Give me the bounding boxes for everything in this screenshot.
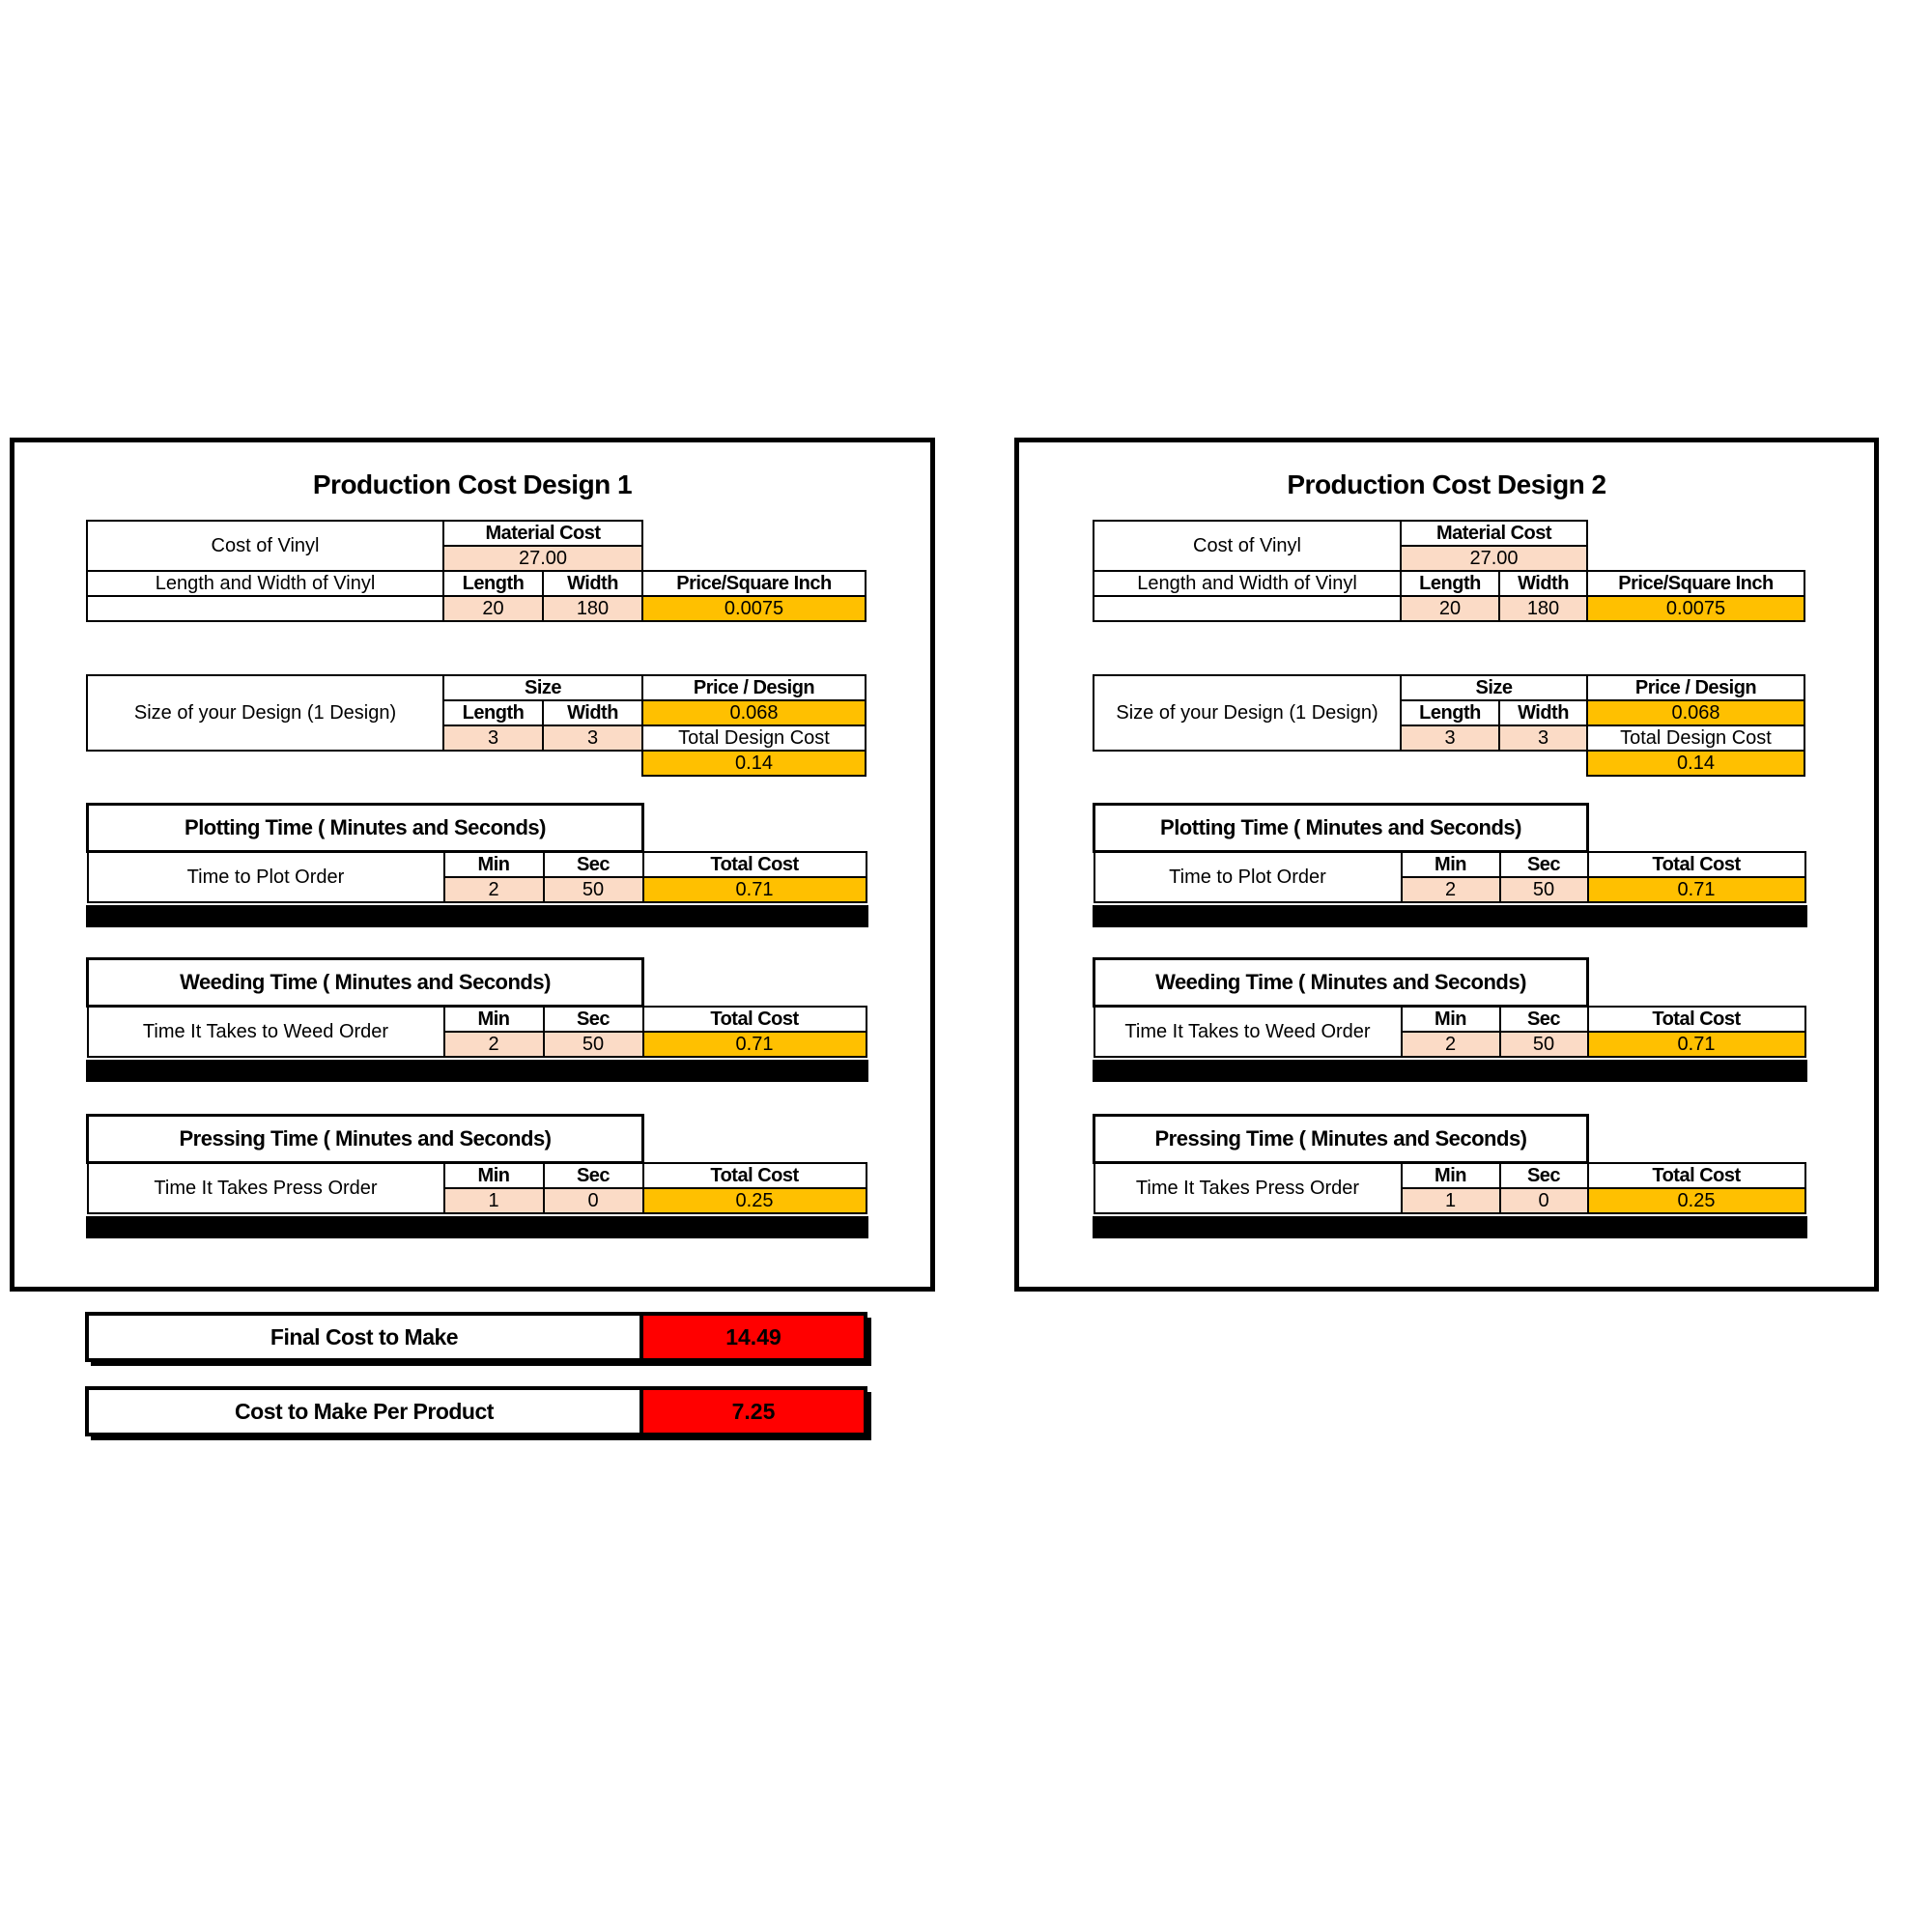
width-header: Width: [543, 571, 642, 596]
width-header: Width: [1499, 700, 1587, 725]
empty-cell: [1588, 1116, 1805, 1163]
plot-total-cost-value-cell[interactable]: 0.71: [643, 877, 867, 902]
weed-min-value-cell[interactable]: 2: [1402, 1032, 1500, 1057]
weed-sec-value-cell[interactable]: 50: [544, 1032, 643, 1057]
empty-cell: [1587, 521, 1804, 546]
final-cost-row: [85, 1312, 867, 1362]
time-to-plot-label: Time to Plot Order: [1094, 852, 1402, 903]
material-cost-header: Material Cost: [1401, 521, 1587, 546]
min-header: Min: [1402, 1007, 1500, 1033]
time-to-press-label: Time It Takes Press Order: [88, 1163, 444, 1214]
vinyl-width-value-cell[interactable]: 180: [543, 596, 642, 621]
plot-min-value-cell[interactable]: 2: [444, 877, 544, 902]
material-cost-value-cell[interactable]: 27.00: [443, 546, 642, 571]
total-cost-header: Total Cost: [643, 852, 867, 878]
total-cost-header: Total Cost: [1588, 1007, 1805, 1033]
weeding-time-header: Weeding Time ( Minutes and Seconds): [1094, 959, 1588, 1007]
vinyl-cost-table: [86, 520, 867, 622]
length-header: Length: [1401, 571, 1499, 596]
material-cost-value-cell[interactable]: 27.00: [1401, 546, 1587, 571]
design-size-label: Size of your Design (1 Design): [1094, 675, 1401, 751]
design-width-value-cell[interactable]: 3: [1499, 725, 1587, 751]
weed-total-cost-value-cell[interactable]: 0.71: [1588, 1032, 1805, 1057]
press-total-cost-value-cell[interactable]: 0.25: [1588, 1188, 1805, 1213]
time-to-weed-label: Time It Takes to Weed Order: [1094, 1007, 1402, 1058]
min-header: Min: [1402, 852, 1500, 878]
empty-cell: [1587, 546, 1804, 571]
cost-per-product-label: Cost to Make Per Product: [89, 1390, 643, 1433]
price-per-square-inch-header: Price/Square Inch: [642, 571, 866, 596]
length-width-vinyl-label: Length and Width of Vinyl: [87, 571, 443, 596]
min-header: Min: [444, 852, 544, 878]
pressing-time-header: Pressing Time ( Minutes and Seconds): [88, 1116, 643, 1163]
min-header: Min: [444, 1007, 544, 1033]
weeding-time-header: Weeding Time ( Minutes and Seconds): [88, 959, 643, 1007]
press-sec-value-cell[interactable]: 0: [1500, 1188, 1588, 1213]
cost-of-vinyl-label: Cost of Vinyl: [1094, 521, 1401, 571]
width-header: Width: [543, 700, 642, 725]
panel-2-title: Production Cost Design 2: [1287, 469, 1606, 499]
time-to-plot-label: Time to Plot Order: [88, 852, 444, 903]
black-divider-bar: [1093, 905, 1807, 927]
empty-cell: [1588, 959, 1805, 1007]
weed-min-value-cell[interactable]: 2: [444, 1032, 544, 1057]
size-header: Size: [443, 675, 642, 700]
length-width-vinyl-label: Length and Width of Vinyl: [1094, 571, 1401, 596]
empty-cell: [87, 596, 443, 621]
sec-header: Sec: [544, 1163, 643, 1189]
pressing-time-table: [86, 1114, 867, 1214]
vinyl-length-value-cell[interactable]: 20: [1401, 596, 1499, 621]
pressing-time-header: Pressing Time ( Minutes and Seconds): [1094, 1116, 1588, 1163]
empty-cell: [643, 959, 867, 1007]
price-per-square-inch-value-cell[interactable]: 0.0075: [642, 596, 866, 621]
total-cost-header: Total Cost: [643, 1007, 867, 1033]
price-per-square-inch-value-cell[interactable]: 0.0075: [1587, 596, 1804, 621]
press-sec-value-cell[interactable]: 0: [544, 1188, 643, 1213]
total-design-cost-value-cell[interactable]: 0.14: [1587, 751, 1804, 776]
size-header: Size: [1401, 675, 1587, 700]
cost-per-product-value-cell[interactable]: 7.25: [643, 1390, 864, 1433]
time-to-weed-label: Time It Takes to Weed Order: [88, 1007, 444, 1058]
min-header: Min: [444, 1163, 544, 1189]
production-cost-panel-1: [10, 438, 935, 1292]
sec-header: Sec: [1500, 852, 1588, 878]
total-design-cost-label: Total Design Cost: [642, 725, 866, 751]
width-header: Width: [1499, 571, 1587, 596]
empty-cell: [1094, 596, 1401, 621]
vinyl-length-value-cell[interactable]: 20: [443, 596, 543, 621]
price-per-design-value-cell[interactable]: 0.068: [1587, 700, 1804, 725]
empty-cell: [87, 751, 642, 776]
total-cost-header: Total Cost: [1588, 1163, 1805, 1189]
press-min-value-cell[interactable]: 1: [444, 1188, 544, 1213]
final-cost-value-cell[interactable]: 14.49: [643, 1316, 864, 1358]
weed-sec-value-cell[interactable]: 50: [1500, 1032, 1588, 1057]
price-per-square-inch-header: Price/Square Inch: [1587, 571, 1804, 596]
weeding-time-table: [1093, 957, 1806, 1058]
panel-1-title: Production Cost Design 1: [312, 469, 633, 499]
price-per-design-value-cell[interactable]: 0.068: [642, 700, 866, 725]
sec-header: Sec: [544, 1007, 643, 1033]
vinyl-width-value-cell[interactable]: 180: [1499, 596, 1587, 621]
design-length-value-cell[interactable]: 3: [443, 725, 543, 751]
length-header: Length: [443, 571, 543, 596]
sec-header: Sec: [1500, 1007, 1588, 1033]
length-header: Length: [443, 700, 543, 725]
total-design-cost-label: Total Design Cost: [1587, 725, 1804, 751]
design-size-table: [1093, 674, 1805, 777]
empty-cell: [643, 1116, 867, 1163]
plotting-time-table: [86, 803, 867, 903]
pressing-time-table: [1093, 1114, 1806, 1214]
weeding-time-table: [86, 957, 867, 1058]
final-cost-label: Final Cost to Make: [89, 1316, 643, 1358]
black-divider-bar: [86, 905, 868, 927]
vinyl-cost-table: [1093, 520, 1805, 622]
black-divider-bar: [1093, 1060, 1807, 1082]
sec-header: Sec: [1500, 1163, 1588, 1189]
length-header: Length: [1401, 700, 1499, 725]
total-design-cost-value-cell[interactable]: 0.14: [642, 751, 866, 776]
total-cost-header: Total Cost: [1588, 852, 1805, 878]
press-min-value-cell[interactable]: 1: [1402, 1188, 1500, 1213]
design-width-value-cell[interactable]: 3: [543, 725, 642, 751]
plot-min-value-cell[interactable]: 2: [1402, 877, 1500, 902]
cost-per-product-row: [85, 1386, 867, 1436]
plotting-time-header: Plotting Time ( Minutes and Seconds): [1094, 805, 1588, 852]
price-per-design-header: Price / Design: [642, 675, 866, 700]
empty-cell: [1094, 751, 1587, 776]
black-divider-bar: [86, 1060, 868, 1082]
price-per-design-header: Price / Design: [1587, 675, 1804, 700]
sec-header: Sec: [544, 852, 643, 878]
empty-cell: [642, 546, 866, 571]
weed-total-cost-value-cell[interactable]: 0.71: [643, 1032, 867, 1057]
empty-cell: [642, 521, 866, 546]
design-size-label: Size of your Design (1 Design): [87, 675, 443, 751]
plotting-time-table: [1093, 803, 1806, 903]
material-cost-header: Material Cost: [443, 521, 642, 546]
min-header: Min: [1402, 1163, 1500, 1189]
production-cost-panel-2: [1014, 438, 1879, 1292]
empty-cell: [643, 805, 867, 852]
design-length-value-cell[interactable]: 3: [1401, 725, 1499, 751]
empty-cell: [1588, 805, 1805, 852]
total-cost-header: Total Cost: [643, 1163, 867, 1189]
press-total-cost-value-cell[interactable]: 0.25: [643, 1188, 867, 1213]
plot-sec-value-cell[interactable]: 50: [1500, 877, 1588, 902]
black-divider-bar: [86, 1216, 868, 1238]
time-to-press-label: Time It Takes Press Order: [1094, 1163, 1402, 1214]
black-divider-bar: [1093, 1216, 1807, 1238]
design-size-table: [86, 674, 867, 777]
plotting-time-header: Plotting Time ( Minutes and Seconds): [88, 805, 643, 852]
plot-sec-value-cell[interactable]: 50: [544, 877, 643, 902]
cost-of-vinyl-label: Cost of Vinyl: [87, 521, 443, 571]
plot-total-cost-value-cell[interactable]: 0.71: [1588, 877, 1805, 902]
